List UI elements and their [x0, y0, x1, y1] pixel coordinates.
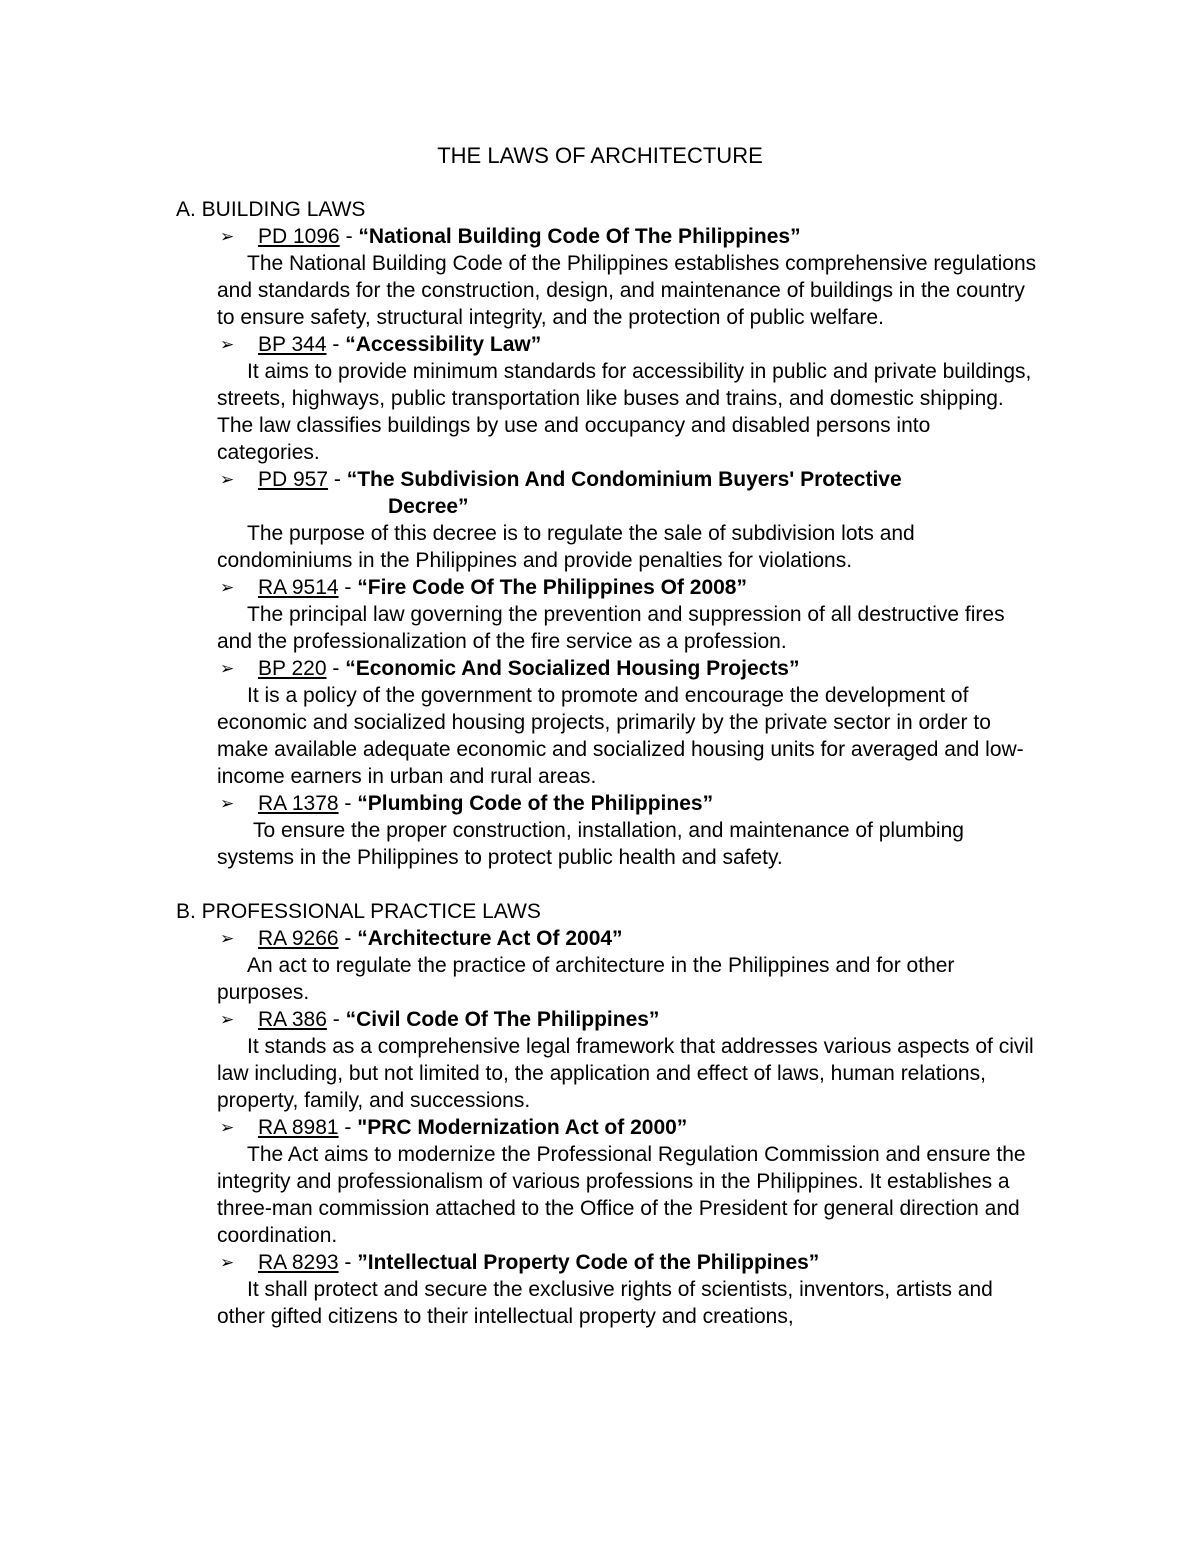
law-description: It stands as a comprehensive legal framework that addresses various aspects of civil law including, but not limited to, the application and effect of laws, human relations, property, family, and successions. — [217, 1035, 1034, 1112]
law-separator: - — [338, 576, 358, 599]
law-header — [176, 223, 1056, 250]
law-description: The National Building Code of the Philippines establishes comprehensive regulations and standards for the construction, design, and maintenance of buildings in the country to ensure safety, structural integrity, and the protection of public welfare. — [217, 252, 1037, 329]
law-header — [176, 1249, 1056, 1276]
law-item — [176, 223, 1056, 331]
law-item — [176, 1114, 1056, 1249]
law-item — [176, 1249, 1056, 1330]
law-separator: - — [338, 927, 358, 950]
arrowhead-bullet-icon: ➢ — [220, 794, 235, 813]
law-description: To ensure the proper construction, installation, and maintenance of plumbing systems in the Philippines to protect public health and safety. — [217, 819, 964, 869]
law-code: BP 344 — [258, 333, 327, 356]
law-description: The principal law governing the prevention and suppression of all destructive fires and the professionalization of the fire service as a profession. — [217, 603, 1005, 653]
law-name: “National Building Code Of The Philippines” — [358, 225, 801, 248]
law-name: “Accessibility Law” — [345, 333, 542, 356]
arrowhead-bullet-icon: ➢ — [220, 335, 235, 354]
law-name: ”Intellectual Property Code of the Philippines” — [357, 1251, 820, 1274]
law-separator: - — [326, 333, 346, 356]
law-separator: - — [328, 468, 347, 491]
law-description: It shall protect and secure the exclusive rights of scientists, inventors, artists and other gifted citizens to their intellectual property and creations, — [217, 1278, 993, 1328]
arrowhead-bullet-icon: ➢ — [220, 659, 235, 678]
law-item — [176, 331, 1056, 466]
document-body — [176, 196, 1056, 1330]
law-description: The Act aims to modernize the Professional Regulation Commission and ensure the integrity and professionalism of various professions in the Philippines. It establishes a three-man commission attached to the Office of the President for general direction and coordination. — [217, 1143, 1026, 1247]
law-description: It aims to provide minimum standards for accessibility in public and private buildings, streets, highways, public transportation like buses and trains, and domestic shipping. The law classifies buildings by use and occupancy and disabled persons into categories. — [217, 360, 1032, 464]
section-heading: A. BUILDING LAWS — [176, 198, 366, 221]
law-code: BP 220 — [258, 657, 327, 680]
law-item — [176, 790, 1056, 871]
law-item — [176, 574, 1056, 655]
law-description: The purpose of this decree is to regulate the sale of subdivision lots and condominiums in the Philippines and provide penalties for violations. — [217, 522, 915, 572]
law-name: “Plumbing Code of the Philippines” — [357, 792, 714, 815]
law-name: “The Subdivision And Condominium Buyers' Protective — [346, 468, 902, 491]
arrowhead-bullet-icon: ➢ — [220, 470, 235, 489]
law-code: PD 1096 — [258, 225, 340, 248]
law-name: "PRC Modernization Act of 2000” — [357, 1116, 688, 1139]
law-code: RA 1378 — [258, 792, 339, 815]
law-name: “Architecture Act Of 2004” — [357, 927, 623, 950]
arrowhead-bullet-icon: ➢ — [220, 578, 235, 597]
law-description: An act to regulate the practice of architecture in the Philippines and for other purposes. — [217, 954, 955, 1004]
law-description: It is a policy of the government to promote and encourage the development of economic and socialized housing projects, primarily by the private sector in order to make available adequate economic and socialized housing units for averaged and low-income earners in urban and rural areas. — [217, 684, 1024, 788]
law-item — [176, 1006, 1056, 1114]
law-separator: - — [326, 1008, 346, 1031]
law-name: “Civil Code Of The Philippines” — [345, 1008, 660, 1031]
law-item — [176, 655, 1056, 790]
section-building-laws — [176, 196, 1056, 871]
section-professional-practice-laws — [176, 898, 1056, 1330]
law-separator: - — [338, 792, 358, 815]
arrowhead-bullet-icon: ➢ — [220, 1010, 235, 1029]
law-code: RA 9514 — [258, 576, 339, 599]
law-code: RA 8981 — [258, 1116, 339, 1139]
law-code: RA 386 — [258, 1008, 327, 1031]
law-header — [176, 1006, 1056, 1033]
law-header — [176, 574, 1056, 601]
law-separator: - — [338, 1116, 358, 1139]
law-name: “Economic And Socialized Housing Projects” — [345, 657, 800, 680]
law-item — [176, 925, 1056, 1006]
law-separator: - — [339, 225, 359, 248]
document-title: THE LAWS OF ARCHITECTURE — [437, 143, 763, 168]
law-item — [176, 466, 1056, 574]
law-name: “Fire Code Of The Philippines Of 2008” — [357, 576, 747, 599]
law-header — [176, 790, 1056, 817]
law-header — [176, 331, 1056, 358]
law-header — [176, 1114, 1056, 1141]
law-separator: - — [326, 657, 346, 680]
law-header — [176, 466, 1056, 520]
law-name-continued: Decree” — [388, 495, 469, 518]
arrowhead-bullet-icon: ➢ — [220, 929, 235, 948]
law-separator: - — [338, 1251, 358, 1274]
law-code: RA 8293 — [258, 1251, 339, 1274]
arrowhead-bullet-icon: ➢ — [220, 1118, 235, 1137]
section-heading: B. PROFESSIONAL PRACTICE LAWS — [176, 900, 541, 923]
arrowhead-bullet-icon: ➢ — [220, 227, 235, 246]
law-code: PD 957 — [258, 468, 329, 491]
law-header — [176, 655, 1056, 682]
law-code: RA 9266 — [258, 927, 339, 950]
law-header — [176, 925, 1056, 952]
arrowhead-bullet-icon: ➢ — [220, 1253, 235, 1272]
